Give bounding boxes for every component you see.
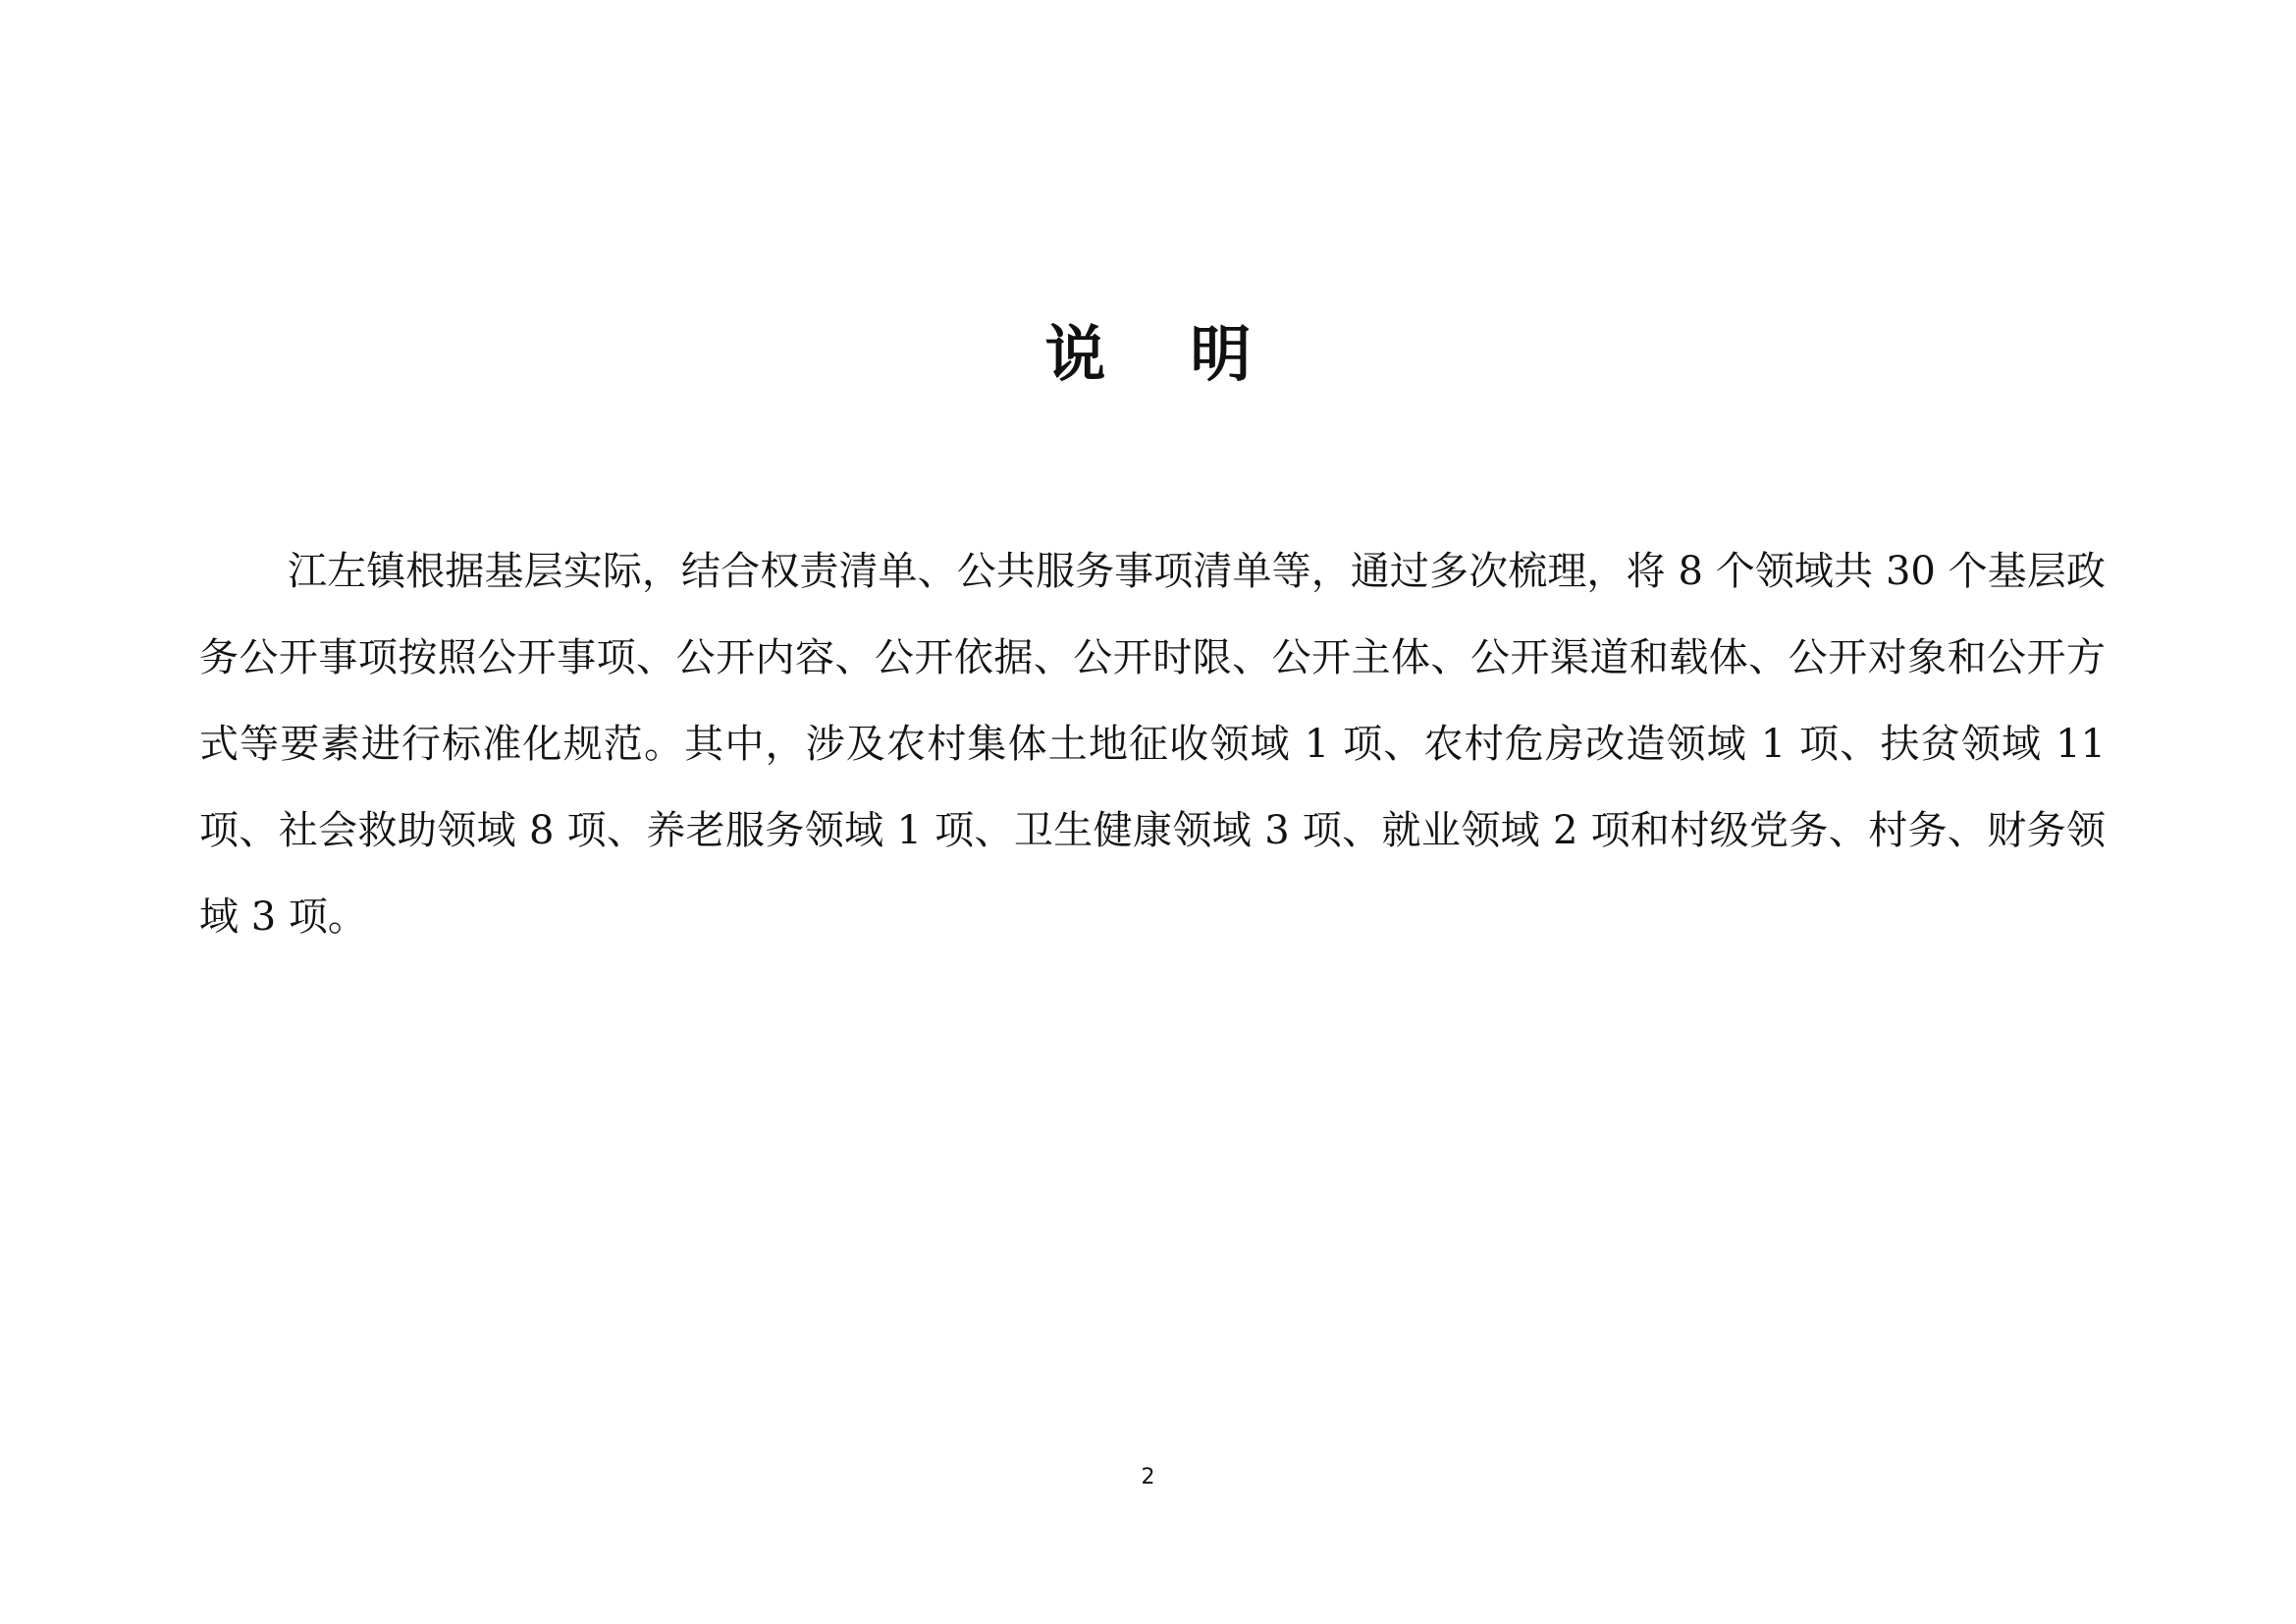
page-number: 2 — [1141, 1465, 1155, 1489]
page-title — [0, 318, 2296, 390]
title-char-1: 说 — [1044, 318, 1106, 390]
title-char-2: 明 — [1190, 318, 1252, 390]
body-paragraph: 江左镇根据基层实际，结合权责清单、公共服务事项清单等，通过多次梳理，将 8 个领域共 30 个基层政务公开事项按照公开事项、公开内容、公开依据、公开时限、公开主体、公开渠道和载体、公开对象和公开方式等要素进行标准化规范。其中，涉及农村集体土地征收领域 1 项、农村危房改造领域 1 项、扶贫领域 11 项、社会救助领域 8 项、养老服务领域 1 项、卫生健康领域 3 项、就业领域 2 项和村级党务、村务、财务领域 3 项。 — [199, 549, 2106, 940]
